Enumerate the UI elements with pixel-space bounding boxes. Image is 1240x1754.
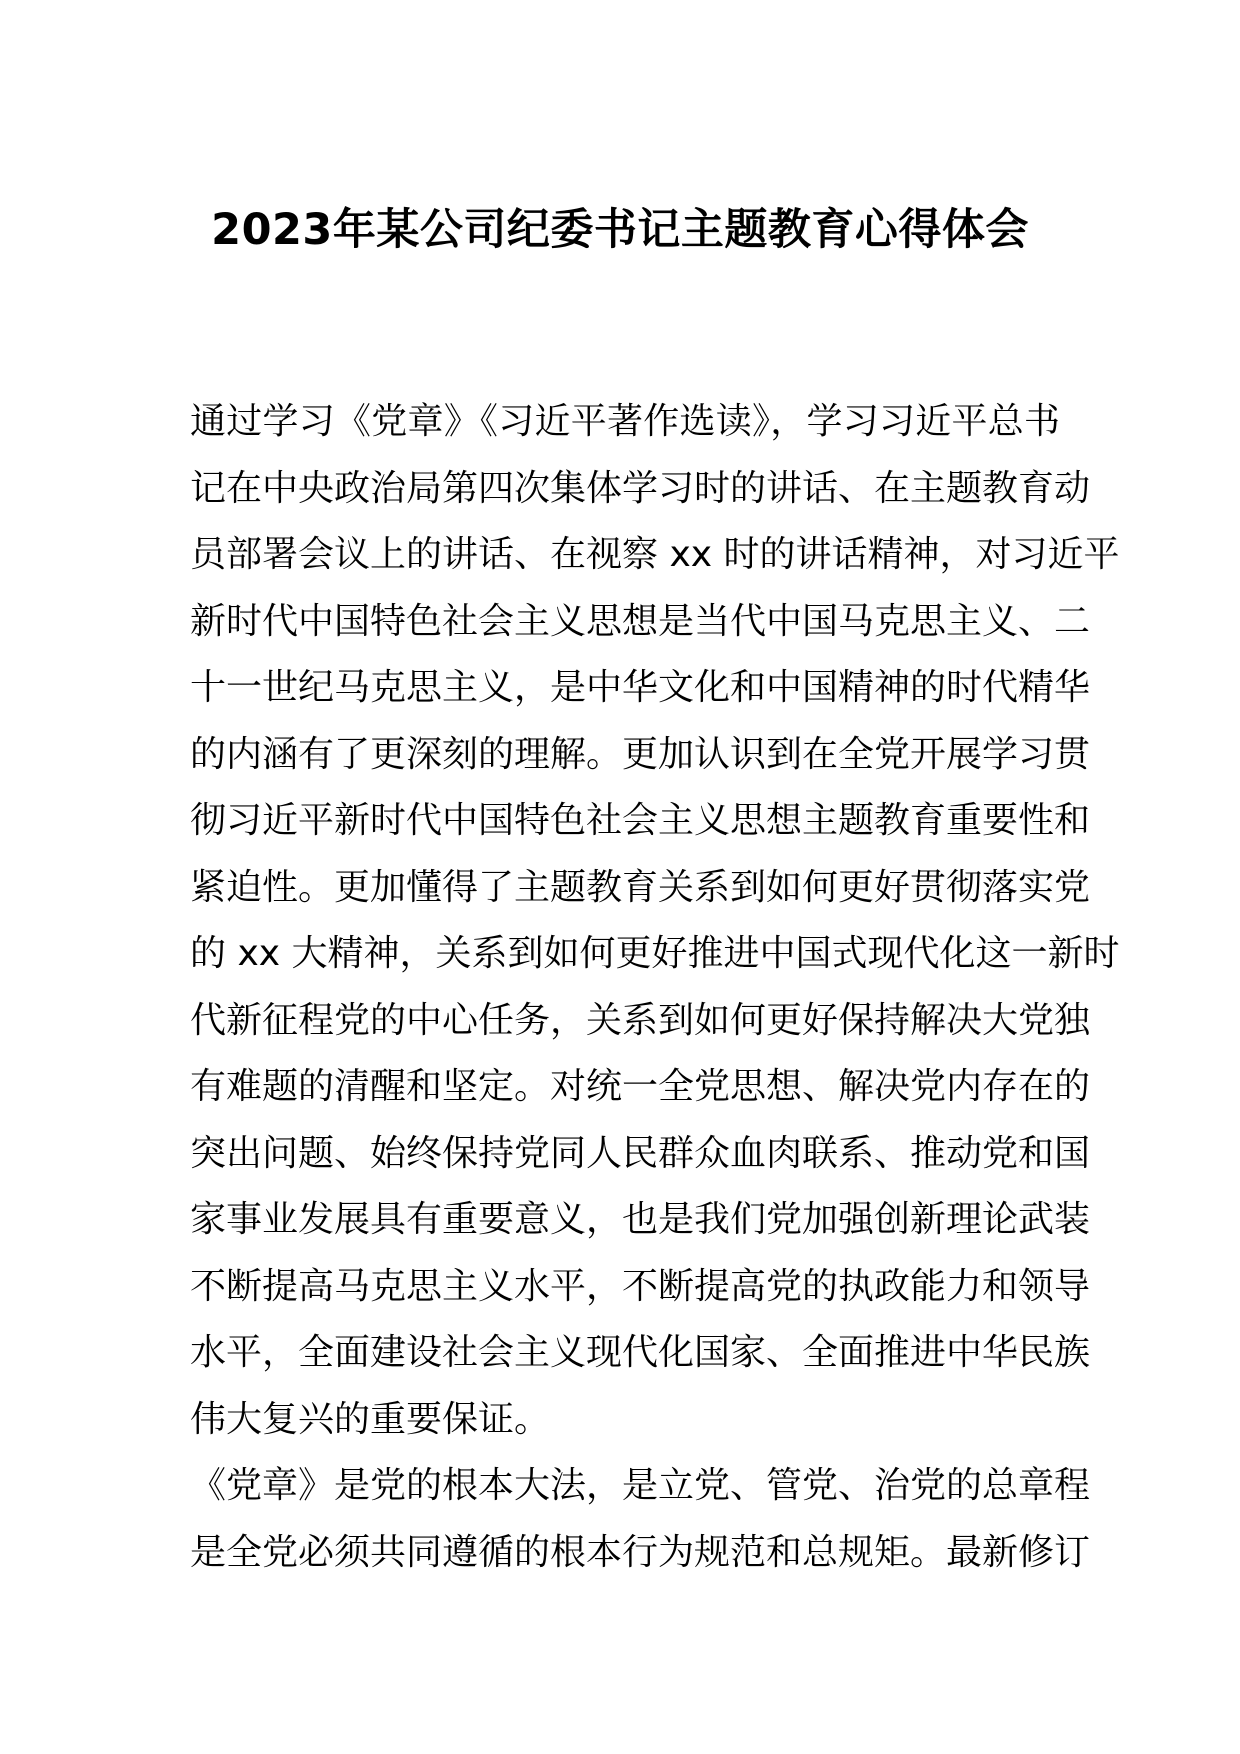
- body-line: 水平，全面建设社会主义现代化国家、全面推进中华民族: [190, 1332, 1091, 1373]
- body-line: 紧迫性。更加懂得了主题教育关系到如何更好贯彻落实党: [190, 866, 1091, 908]
- body-line: 代新征程党的中心任务，关系到如何更好保持解决大党独: [190, 999, 1091, 1041]
- body-line: 的 xx 大精神，关系到如何更好推进中国式现代化这一新时: [190, 933, 1120, 974]
- body-line: 记在中央政治局第四次集体学习时的讲话、在主题教育动: [190, 467, 1091, 509]
- document-body: [190, 389, 1120, 1586]
- body-line: 是全党必须共同遵循的根本行为规范和总规矩。最新修订: [190, 1531, 1091, 1573]
- body-line: 伟大复兴的重要保证。: [190, 1398, 551, 1440]
- body-line: 《党章》是党的根本大法，是立党、管党、治党的总章程: [190, 1465, 1091, 1506]
- body-line: 家事业发展具有重要意义，也是我们党加强创新理论武装: [190, 1199, 1091, 1240]
- body-line: 员部署会议上的讲话、在视察 xx 时的讲话精神，对习近平: [190, 534, 1120, 575]
- body-line: 不断提高马克思主义水平，不断提高党的执政能力和领导: [190, 1265, 1091, 1307]
- body-line: 的内涵有了更深刻的理解。更加认识到在全党开展学习贯: [190, 733, 1091, 775]
- body-line: 通过学习《党章》《习近平著作选读》，学习习近平总书: [190, 401, 1060, 442]
- body-line: 十一世纪马克思主义，是中华文化和中国精神的时代精华: [190, 667, 1091, 708]
- body-line: 有难题的清醒和坚定。对统一全党思想、解决党内存在的: [190, 1066, 1091, 1107]
- body-line: 突出问题、始终保持党同人民群众血肉联系、推动党和国: [190, 1132, 1091, 1174]
- body-line: 新时代中国特色社会主义思想是当代中国马克思主义、二: [190, 600, 1091, 642]
- body-line: 彻习近平新时代中国特色社会主义思想主题教育重要性和: [190, 800, 1091, 841]
- document-title: 2023年某公司纪委书记主题教育心得体会: [211, 205, 1029, 255]
